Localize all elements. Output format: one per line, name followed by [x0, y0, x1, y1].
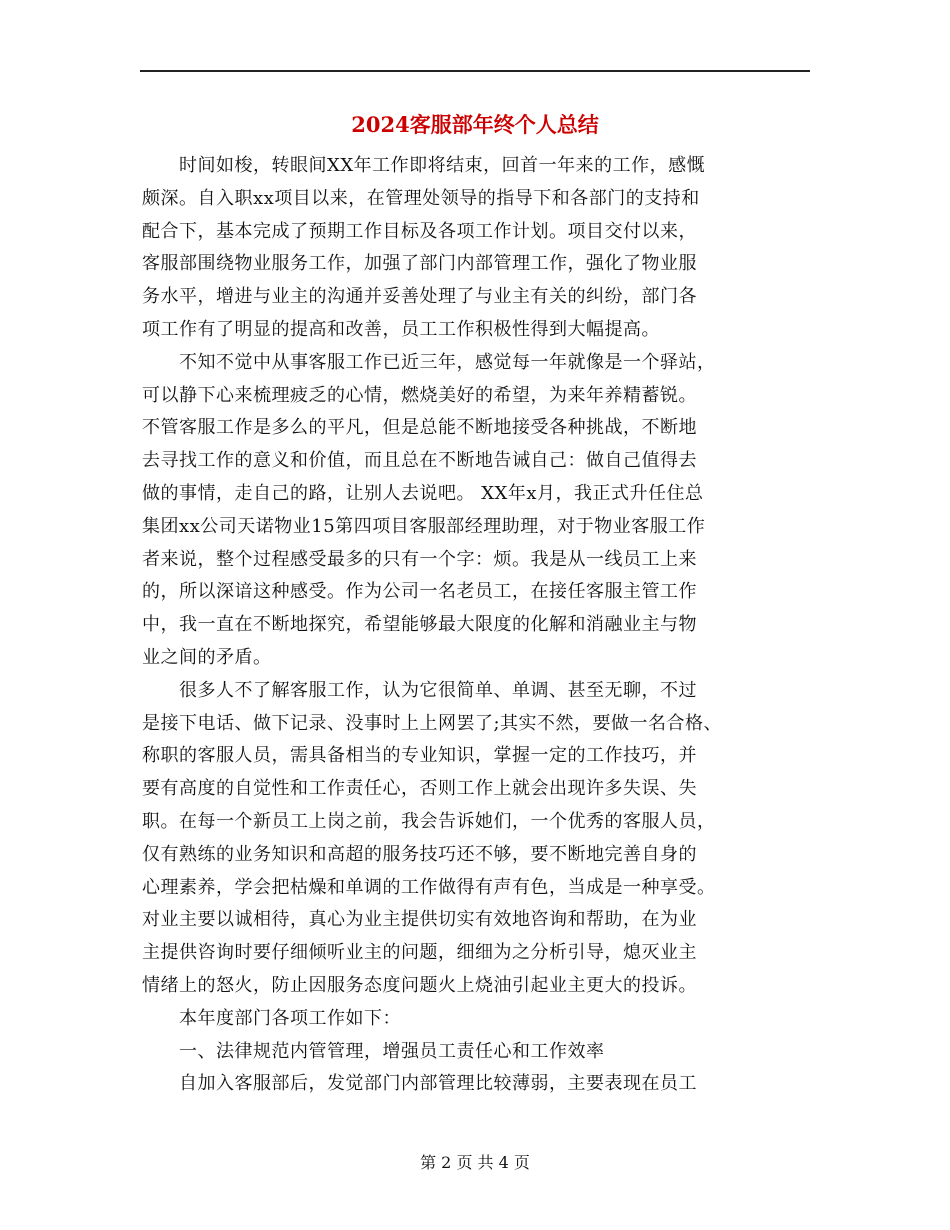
body-line: 不管客服工作是多么的平凡，但是总能不断地接受各种挑战，不断地 — [142, 417, 697, 439]
page-number-footer: 第 2 页 共 4 页 — [420, 1153, 530, 1172]
body-line: 职。在每一个新员工上岗之前，我会告诉她们，一个优秀的客服人员， — [142, 810, 716, 832]
body-line: 可以静下心来梳理疲乏的心情，燃烧美好的希望，为来年养精蓄锐。 — [142, 384, 697, 406]
body-line: 仅有熟练的业务知识和高超的服务技巧还不够，要不断地完善自身的 — [142, 843, 697, 865]
body-line: 中，我一直在不断地探究，希望能够最大限度的化解和消融业主与物 — [142, 614, 697, 636]
body-line: 一、法律规范内管管理，增强员工责任心和工作效率 — [142, 1040, 605, 1062]
body-line: 集团xx公司天诺物业15第四项目客服部经理助理，对于物业客服工作 — [142, 515, 706, 537]
body-line: 颇深。自入职xx项目以来，在管理处领导的指导下和各部门的支持和 — [142, 187, 700, 209]
body-line: 的，所以深谙这种感受。作为公司一名老员工，在接任客服主管工作 — [142, 581, 697, 603]
body-line: 者来说，整个过程感受最多的只有一个字：烦。我是从一线员工上来 — [142, 548, 697, 570]
body-line: 做的事情，走自己的路，让别人去说吧。 XX年x月，我正式升任住总 — [142, 482, 704, 504]
header-rule — [140, 70, 810, 72]
body-line: 主提供咨询时要仔细倾听业主的问题，细细为之分析引导，熄灭业主 — [142, 942, 697, 964]
body-line: 对业主要以诚相待，真心为业主提供切实有效地咨询和帮助，在为业 — [142, 909, 697, 931]
body-line: 去寻找工作的意义和价值，而且总在不断地告诫自己：做自己值得去 — [142, 450, 697, 472]
body-line: 本年度部门各项工作如下： — [142, 1007, 401, 1029]
body-line: 心理素养，学会把枯燥和单调的工作做得有声有色，当成是一种享受。 — [142, 876, 716, 898]
body-line: 很多人不了解客服工作，认为它很简单、单调、甚至无聊，不过 — [142, 679, 697, 701]
body-line: 自加入客服部后，发觉部门内部管理比较薄弱，主要表现在员工 — [142, 1073, 697, 1095]
body-line: 是接下电话、做下记录、没事时上上网罢了;其实不然，要做一名合格、 — [142, 712, 723, 734]
body-line: 要有高度的自觉性和工作责任心，否则工作上就会出现许多失误、失 — [142, 778, 697, 800]
body-line: 不知不觉中从事客服工作已近三年，感觉每一年就像是一个驿站， — [142, 351, 716, 373]
body-line: 客服部围绕物业服务工作，加强了部门内部管理工作，强化了物业服 — [142, 253, 697, 275]
body-line: 时间如梭，转眼间XX年工作即将结束，回首一年来的工作，感慨 — [142, 155, 706, 176]
document-title: 2024客服部年终个人总结 — [351, 112, 599, 137]
body-line: 情绪上的怒火，防止因服务态度问题火上烧油引起业主更大的投诉。 — [142, 974, 697, 996]
body-line: 项工作有了明显的提高和改善，员工工作积极性得到大幅提高。 — [142, 318, 660, 340]
body-line: 务水平，增进与业主的沟通并妥善处理了与业主有关的纠纷，部门各 — [142, 286, 697, 308]
body-line: 业之间的矛盾。 — [142, 646, 272, 668]
body-line: 称职的客服人员，需具备相当的专业知识，掌握一定的工作技巧，并 — [142, 745, 697, 767]
document-body — [142, 150, 822, 1101]
body-line: 配合下，基本完成了预期工作目标及各项工作计划。项目交付以来， — [142, 220, 697, 242]
